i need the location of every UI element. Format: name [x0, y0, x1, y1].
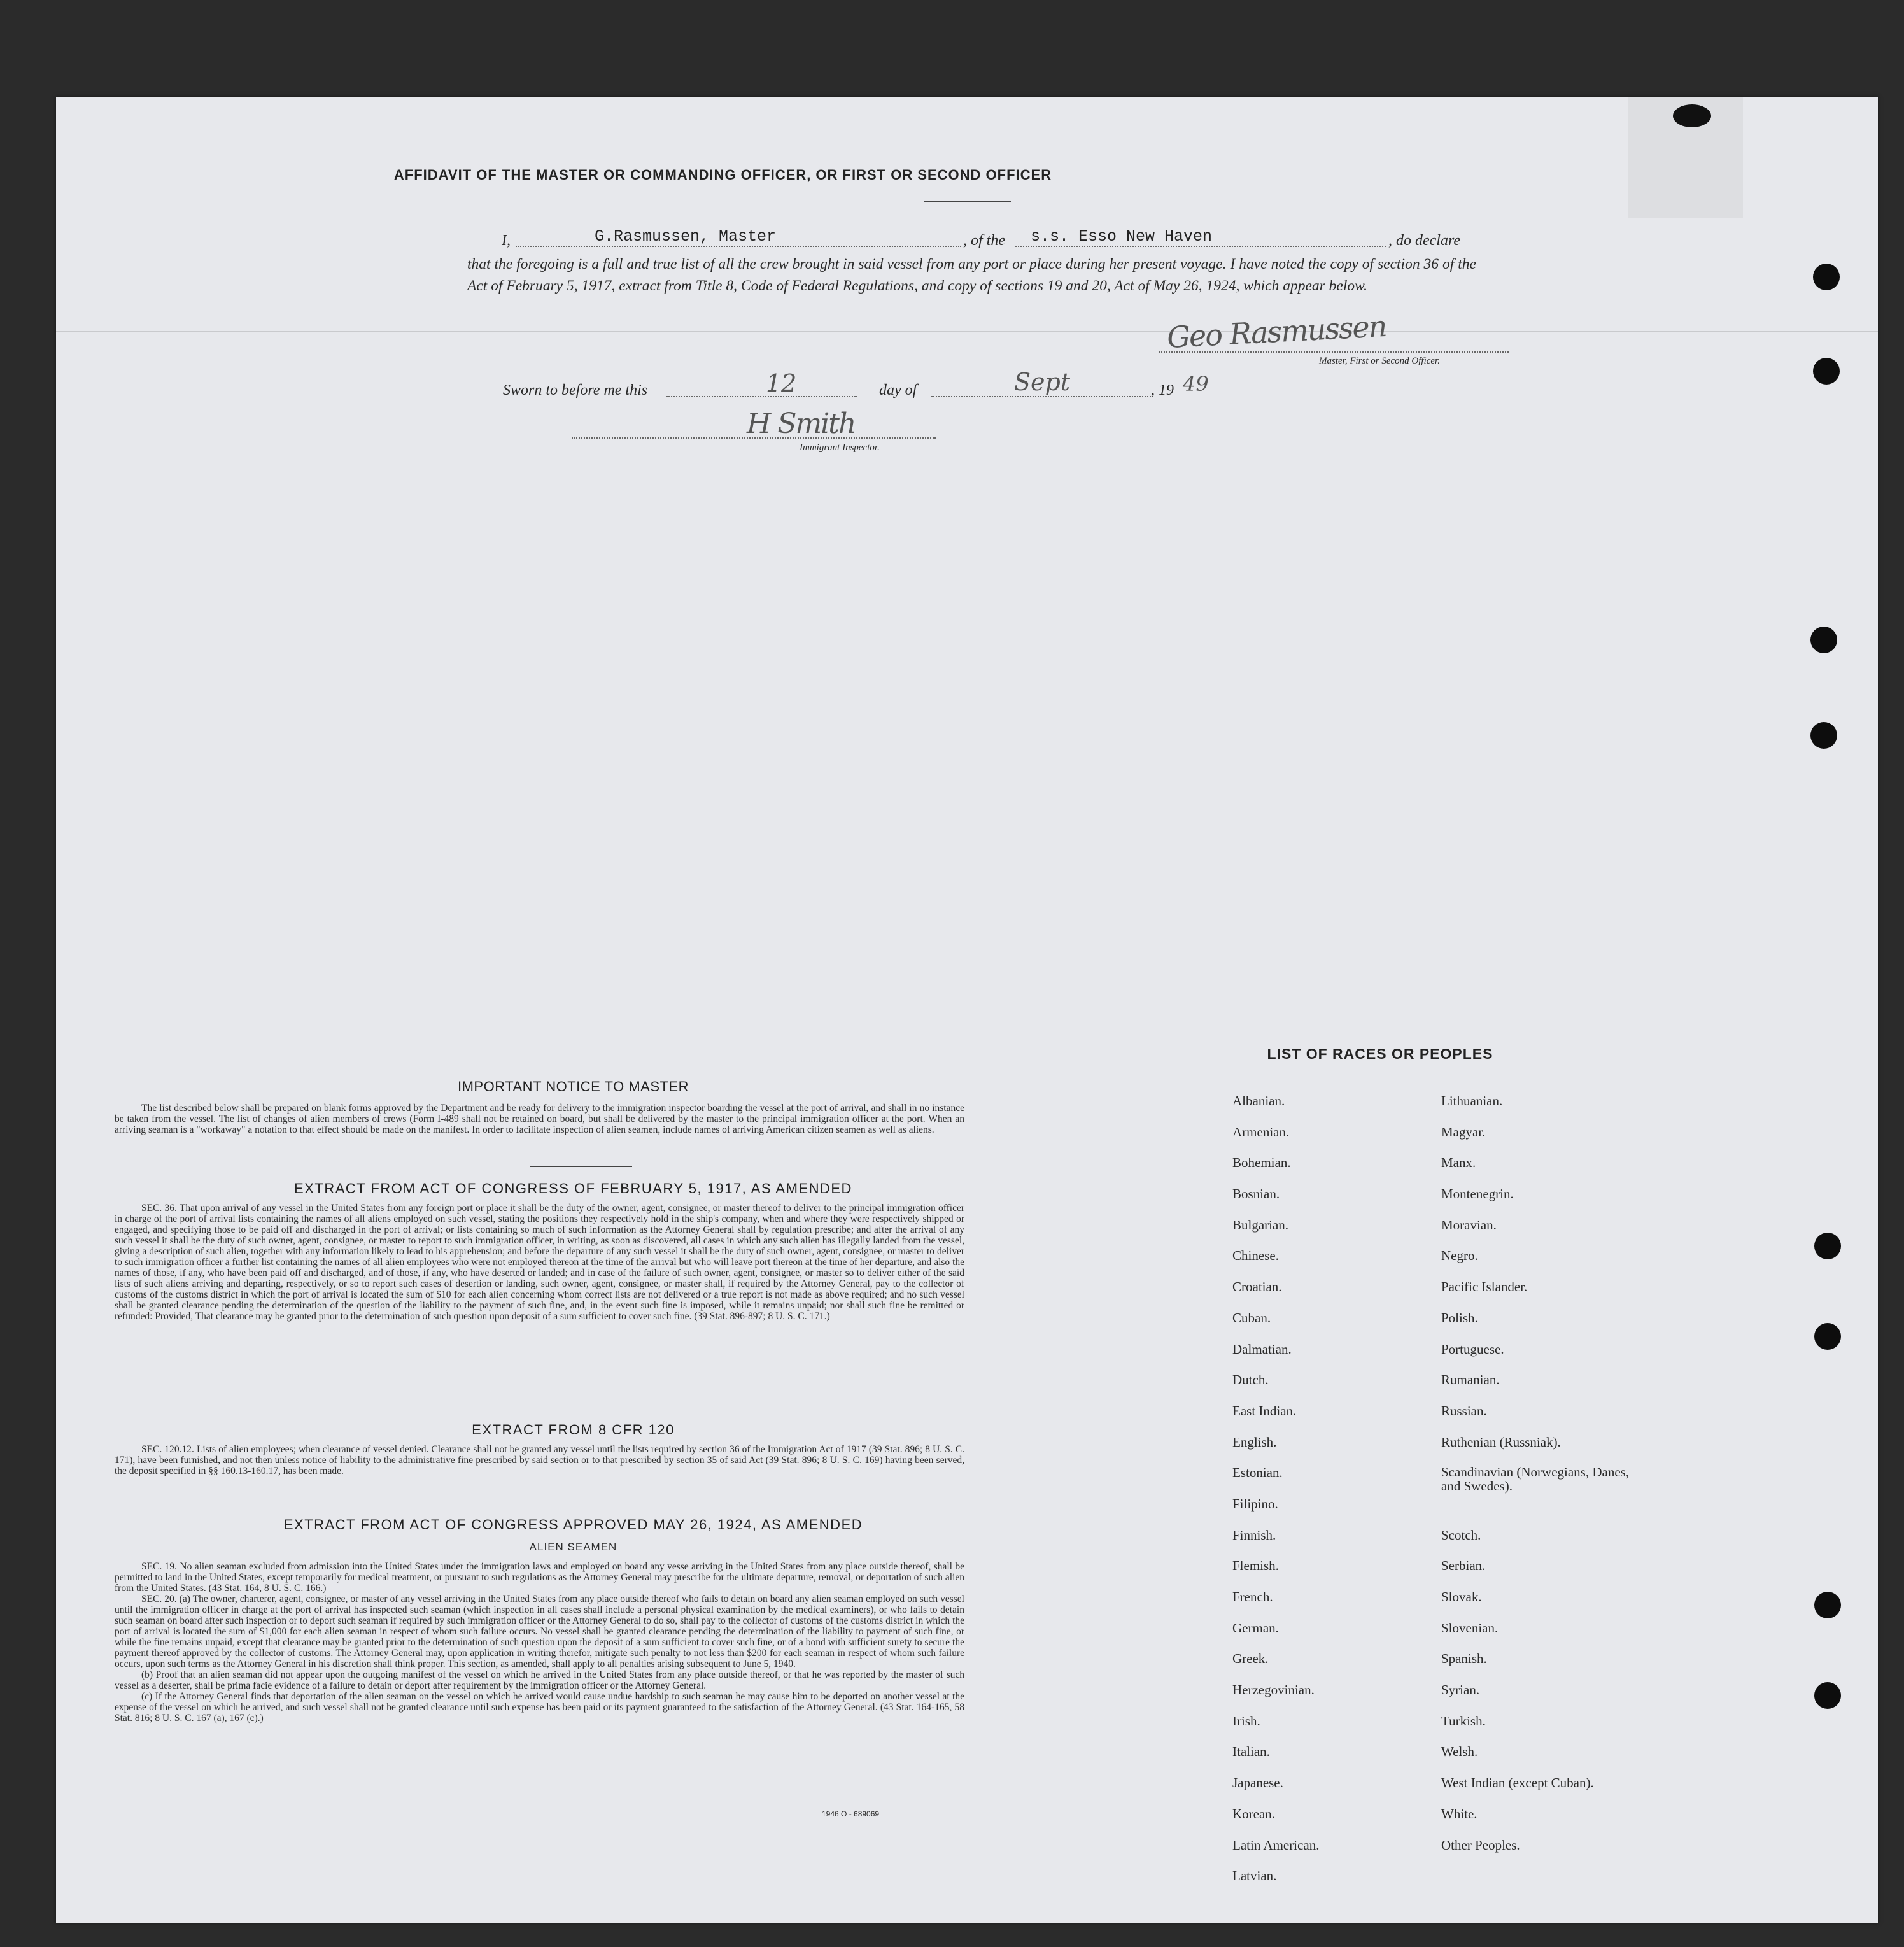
- extract-cfr-heading: EXTRACT FROM 8 CFR 120: [472, 1422, 675, 1438]
- race-item: Turkish.: [1441, 1713, 1486, 1729]
- race-item: Albanian.: [1232, 1093, 1285, 1108]
- race-item: Korean.: [1232, 1806, 1276, 1822]
- race-item: West Indian (except Cuban).: [1441, 1775, 1594, 1791]
- year-prefix: , 19: [1151, 382, 1174, 399]
- race-item: Bosnian.: [1232, 1186, 1280, 1202]
- notice-heading: IMPORTANT NOTICE TO MASTER: [457, 1079, 689, 1094]
- race-item: Chinese.: [1232, 1248, 1279, 1264]
- extract-cfr-text: SEC. 120.12. Lists of alien employees; when clearance of vessel denied. Clearance shall not be granted any vessel until the lists required by section 36 of the Immigration Act of 1917 (39 Stat. 896; 8 U. S. C. 171), have been furnished, and not then unless notice of liability to the administrative fine prescribed by said section or to that prescribed by section 35 of said Act (39 Stat. 896; 8 U. S. C. 169) having been served, the deposit specified in §§ 160.13-160.17, has been made.: [115, 1444, 964, 1476]
- inspector-signature: H Smith: [747, 407, 856, 440]
- race-item: Pacific Islander.: [1441, 1279, 1528, 1295]
- sworn-day-field: [666, 377, 857, 397]
- race-item: Irish.: [1232, 1713, 1260, 1729]
- notice-text: The list described below shall be prepared on blank forms approved by the Department and be ready for delivery to the immigration inspector boarding the vessel at the port of arrival, and shall in no instance be taken from the vessel. The list of changes of alien members of crews (Form I-489 shall not be retained on board, but shall be delivered by the master to the principal immigration officer at the port. When an arriving seaman is a "workaway" a notation to that effect should be made on the manifest. In order to facilitate inspection of alien seamen, include names of arriving American citizen seamen as well as aliens.: [115, 1103, 964, 1135]
- race-item: Bulgarian.: [1232, 1217, 1289, 1233]
- race-item: Syrian.: [1441, 1682, 1480, 1698]
- day-of-label: day of: [879, 382, 917, 399]
- race-item: Latvian.: [1232, 1868, 1277, 1884]
- race-item: Magyar.: [1441, 1124, 1486, 1140]
- race-item: Other Peoples.: [1441, 1837, 1520, 1853]
- race-item: Spanish.: [1441, 1651, 1487, 1667]
- race-item: Serbian.: [1441, 1558, 1486, 1574]
- divider: [924, 201, 1011, 202]
- punch-hole: [1813, 264, 1840, 290]
- race-item: German.: [1232, 1620, 1279, 1636]
- sworn-day: 12: [766, 369, 797, 397]
- race-item: Ruthenian (Russniak).: [1441, 1434, 1561, 1450]
- extract-1917-heading: EXTRACT FROM ACT OF CONGRESS OF FEBRUARY 5, 1917, AS AMENDED: [294, 1180, 852, 1196]
- race-item: Bohemian.: [1232, 1155, 1291, 1171]
- races-heading: LIST OF RACES OR PEOPLES: [1267, 1045, 1493, 1062]
- i-label: I,: [502, 232, 511, 249]
- races-right-column: [1441, 1093, 1632, 1868]
- race-item: Slovenian.: [1441, 1620, 1499, 1636]
- race-item: Moravian.: [1441, 1217, 1497, 1233]
- affidavit-heading: AFFIDAVIT OF THE MASTER OR COMMANDING OFFICER, OR FIRST OR SECOND OFFICER: [393, 167, 1052, 183]
- punch-hole: [1814, 1233, 1841, 1259]
- sworn-label: Sworn to before me this: [503, 382, 648, 399]
- race-item: Japanese.: [1232, 1775, 1283, 1791]
- race-item: Cuban.: [1232, 1310, 1271, 1326]
- race-item: Scotch.: [1441, 1527, 1481, 1543]
- race-item: East Indian.: [1232, 1403, 1297, 1419]
- race-item: Estonian.: [1232, 1465, 1283, 1481]
- affidavit-body: that the foregoing is a full and true list of all the crew brought in said vessel from any port or place during her present voyage. I have noted the copy of section 36 of the Act of February 5, 1917, extract from Title 8, Code of Federal Regulations, and copy of sections 19 and 20, Act of May 26, 1924, which appear below.: [467, 256, 1476, 294]
- year-suffix: 49: [1183, 372, 1209, 396]
- races-left-column: [1232, 1093, 1319, 1899]
- sworn-month: Sept: [1014, 368, 1071, 396]
- master-signature: Geo Rasmussen: [1166, 309, 1387, 355]
- master-caption: Master, First or Second Officer.: [1319, 356, 1440, 366]
- divider: [530, 1166, 632, 1167]
- extract-1924-heading: EXTRACT FROM ACT OF CONGRESS APPROVED MAY 26, 1924, AS AMENDED: [283, 1517, 863, 1533]
- race-item: Armenian.: [1232, 1124, 1290, 1140]
- race-item: Scandinavian (Norwegians, Danes, and Swedes).: [1441, 1464, 1630, 1494]
- race-item: Slovak.: [1441, 1589, 1482, 1605]
- punch-hole: [1813, 358, 1840, 385]
- race-item: Negro.: [1441, 1248, 1478, 1264]
- race-item: French.: [1232, 1589, 1273, 1604]
- extract-1924-text: SEC. 19. No alien seaman excluded from admission into the United States under the immigration laws and employed on board any vesse arriving in the United States from any place outside thereof, shall be permitted to land in the United States, except temporarily for medical treatment, or pursuant to such regulations as the Attorney General may prescribe for the ultimate departure, removal, or deportation of such alien from the United States. (43 Stat. 164, 8 U. S. C. 166.) SEC. 20. (a) The owner, charterer, agent, consignee, or master of any vessel arriving in the United States from any place outside thereof who fails to detain on board any alien seaman employed on such vessel until the immigration officer in charge at the port of arrival has inspected such seaman (which inspection in all cases shall include a personal physical examination by the medical examiners), or who fails to detain such seaman on board after such inspection or to deport such seaman if required by such immigration officer or the Attorney General to do so, shall pay to the collector of customs of the customs district in which the port of arrival is located the sum of $1,000 for each alien seaman in respect of whom such failure occurs. No vessel shall be granted clearance pending the determination of the liability to payment of such fine, or while the fine remains unpaid, except that clearance may be granted prior to the determination of such question upon the deposit of a sum sufficient to cover such fine, or of a bond with sufficient surety to secure the payment thereof approved by the collector of customs. The Attorney General may, upon application in writing therefor, mitigate such penalty to not less than $200 for each seaman in respect of whom such failure occurs, upon such terms as the Attorney General in his discretion shall think proper. This section, as amended, shall apply to all penalties arising subsequent to June 5, 1940. (b) Proof that an alien seaman did not appear upon the outgoing manifest of the vessel on which he arrived in the United States from any place outside thereof, or that he was reported by the master of such vessel as a deserter, shall be prima facie evidence of a failure to detain or deport after requirement by the immigration officer or the Attorney General. (c) If the Attorney General finds that deportation of the alien seaman on the vessel on which he arrived would cause undue hardship to such seaman he may cause him to be deported on another vessel at the expense of the vessel on which he arrived, and such vessel shall not be granted clearance until such expense has been paid or its payment guaranteed to the satisfaction of the Attorney General. (43 Stat. 164-165, 58 Stat. 816; 8 U. S. C. 167 (a), 167 (c).): [115, 1561, 964, 1724]
- extract-1917-text: SEC. 36. That upon arrival of any vessel in the United States from any foreign port or place it shall be the duty of the owner, agent, consignee, or master thereof to deliver to the principal immigration officer in charge of the port of arrival lists containing the names of all aliens employed on such vessel, stating the positions they respectively hold in the ship's company, when and where they were respectively shipped or engaged, and specifying those to be paid off and discharged in the port of arrival; or lists containing so much of such information as the Attorney General shall by regulation prescribe; and after the arrival of any such vessel it shall be the duty of such owner, agent, consignee, or master to report to such immigration officer, in writing, as soon as discovered, all cases in which any such alien has illegally landed from the vessel, giving a description of such alien, together with any information likely to lead to his apprehension; and before the departure of any such vessel it shall be the duty of such owner, agent, consignee, or master to deliver to such immigration officer a further list containing the names of all alien employees who were not employed thereon at the time of the arrival but who will leave port thereon at the time of her departure, and also the names of those, if any, who have been paid off and discharged, and of those, if any, who have deserted or landed; and in case of the failure of such owner, agent, consignee, or master so to deliver either of the said lists of such aliens arriving and departing, respectively, or so to report such cases of desertion or landing, such owner, agent, consignee, or master shall, if required by the Attorney General, pay to the collector of customs of the customs district in which the port of arrival is located the sum of $10 for each alien concerning whom correct lists are not delivered or a true report is not made as above required; and no such vessel shall be granted clearance pending the determination of the question of the liability to the payment of such fine, and, in the event such fine is imposed, while it remains unpaid; nor shall such fine be remitted or refunded: Provided, That clearance may be granted prior to the determination of such question upon deposit of a sum sufficient to cover such fine. (39 Stat. 896-897; 8 U. S. C. 171.): [115, 1203, 964, 1322]
- race-item: Herzegovinian.: [1232, 1682, 1315, 1698]
- of-the-label: , of the: [963, 232, 1005, 249]
- race-item: Greek.: [1232, 1651, 1269, 1667]
- race-item: Rumanian.: [1441, 1372, 1500, 1388]
- race-item: Lithuanian.: [1441, 1093, 1503, 1108]
- punch-hole: [1810, 627, 1837, 653]
- paper-crease: [56, 331, 1878, 332]
- form-sheet: [56, 97, 1878, 1923]
- ink-stain: [1673, 104, 1711, 127]
- inspector-caption: Immigrant Inspector.: [800, 442, 880, 453]
- race-item: Flemish.: [1232, 1558, 1279, 1574]
- race-item: Italian.: [1232, 1744, 1270, 1760]
- punch-hole: [1814, 1682, 1841, 1709]
- race-item: Croatian.: [1232, 1279, 1282, 1295]
- race-item: Filipino.: [1232, 1496, 1278, 1512]
- race-item: Welsh.: [1441, 1744, 1478, 1760]
- vessel-name: s.s. Esso New Haven: [1031, 227, 1213, 246]
- race-item: English.: [1232, 1434, 1277, 1450]
- print-code: 1946 O - 689069: [822, 1809, 880, 1818]
- do-declare-label: , do declare: [1388, 232, 1461, 249]
- inspector-signature-line: [572, 418, 936, 439]
- race-item: White.: [1441, 1806, 1477, 1822]
- master-name: G.Rasmussen, Master: [595, 227, 777, 246]
- race-item: Polish.: [1441, 1310, 1478, 1326]
- race-item: Montenegrin.: [1441, 1186, 1514, 1202]
- race-item: Manx.: [1441, 1155, 1476, 1171]
- race-item: Finnish.: [1232, 1527, 1276, 1543]
- race-item: Portuguese.: [1441, 1341, 1504, 1357]
- punch-hole: [1814, 1592, 1841, 1618]
- race-item: Russian.: [1441, 1403, 1487, 1419]
- master-signature-line: [1159, 332, 1509, 353]
- race-item: Latin American.: [1232, 1837, 1320, 1853]
- punch-hole: [1814, 1323, 1841, 1350]
- race-item: Dalmatian.: [1232, 1341, 1292, 1357]
- race-item: Dutch.: [1232, 1372, 1269, 1388]
- punch-hole: [1810, 722, 1837, 749]
- alien-seamen-subheading: ALIEN SEAMEN: [529, 1541, 617, 1553]
